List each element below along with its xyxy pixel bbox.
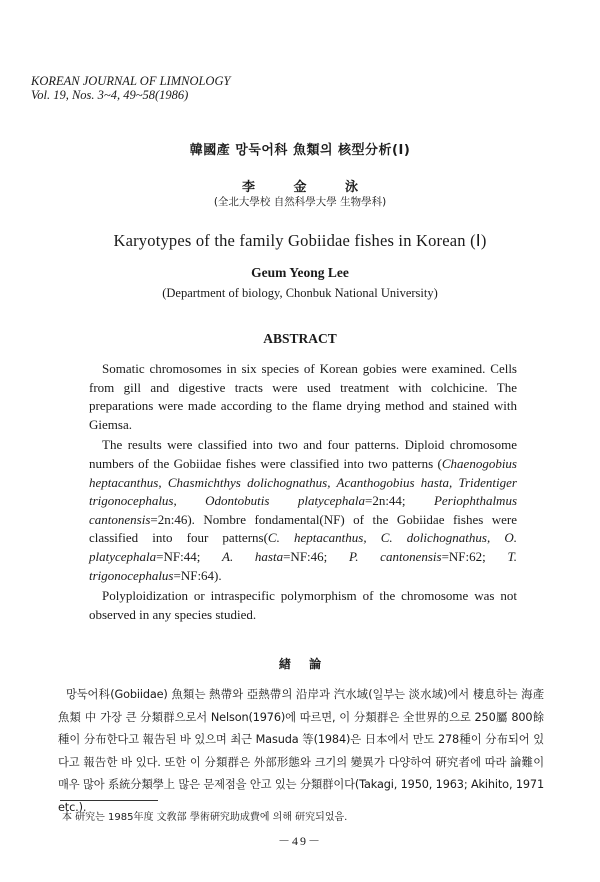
english-affiliation: (Department of biology, Chonbuk National University) xyxy=(162,286,438,300)
introduction-heading: 緖 論 xyxy=(278,657,322,671)
english-title: Karyotypes of the family Gobiidae fishes in Korean (Ⅰ) xyxy=(113,231,487,250)
species-names: Chaenogobius heptacanthus, Chasmichthys dolichognathus, Acanthogobius hasta, Tridentiger trigonocephalus, Odontobutis platycephala xyxy=(89,455,517,509)
english-author: Geum Yeong Lee xyxy=(251,265,349,280)
journal-header xyxy=(31,74,230,102)
abstract-paragraph-3: Polyploidization or intraspecific polymorphism of the chromosome was not observed in any species studied. xyxy=(89,588,517,622)
footnote: 本 研究는 1985年度 文敎部 學術硏究助成費에 의해 研究되었음. xyxy=(62,812,348,823)
species-name: T. trigonocephalus xyxy=(89,548,517,583)
abstract-paragraph-1: Somatic chromosomes in six species of Korean gobies were examined. Cells from gill and digestive tracts were used treatment with colchicine. The preparations were made according to the flame drying method and stained with Giemsa. xyxy=(89,361,517,432)
species-name: Periophthalmus cantonensis xyxy=(89,493,518,527)
abstract-text: =2n:46). Nombre fondamental(NF) of the Gobiidae fishes were classified into four patterns( xyxy=(89,511,517,546)
species-name: P. cantonensis xyxy=(348,548,442,564)
abstract-text: =2n:44; xyxy=(364,493,434,509)
journal-volume: Vol. 19, Nos. 3~4, 49~58(1986) xyxy=(31,88,189,102)
introduction-paragraph: 망둑어科(Gobiidae) 魚類는 熱帶와 亞熱帶의 沿岸과 汽水域(일부는 淡水域)에서 棲息하는 海產魚類 中 가장 큰 分類群으로서 Nelson(1976)에 따르면, 이 分類群은 全世界的으로 250屬 800餘種이 分布한다고 報告된 바 있으며 최근 Masuda 等(1984)은 日本에서 만도 278種이 分布되어 있다고 報告한 바 있다. 또한 이 分類群은 外部形態와 크기의 變異가 다양하여 硏究者에 따라 論難이 매우 많아 系統分類學上 많은 문제점을 안고 있는 分類群이다(Takagi, 1950, 1963; Akihito, 1971 etc.). xyxy=(58,688,544,814)
species-names: C. heptacanthus, C. dolichognathus, O. platycephala xyxy=(89,530,517,564)
korean-author: 李 金 泳 xyxy=(241,180,359,195)
abstract-text: =NF:62; xyxy=(441,548,508,564)
abstract-heading: ABSTRACT xyxy=(263,331,337,346)
abstract-text: =NF:44; xyxy=(156,548,223,564)
abstract-body xyxy=(89,360,517,624)
abstract-text: =NF:64). xyxy=(173,567,222,583)
abstract-paragraph-2 xyxy=(89,436,517,585)
abstract-text: The results were classified into two and four patterns. Diploid chromosome numbers of the Gobiidae fishes were classified into two patterns ( xyxy=(89,437,517,471)
korean-title: 韓國產 망둑어科 魚類의 核型分析(Ⅰ) xyxy=(189,143,411,158)
korean-affiliation: (全北大學校 自然科學大學 生物學科) xyxy=(213,196,387,208)
page-number: －49－ xyxy=(277,834,322,848)
abstract-text: =NF:46; xyxy=(283,548,349,564)
footnote-divider xyxy=(60,800,158,801)
journal-name: KOREAN JOURNAL OF LIMNOLOGY xyxy=(31,74,231,88)
species-name: A. hasta xyxy=(222,548,284,564)
